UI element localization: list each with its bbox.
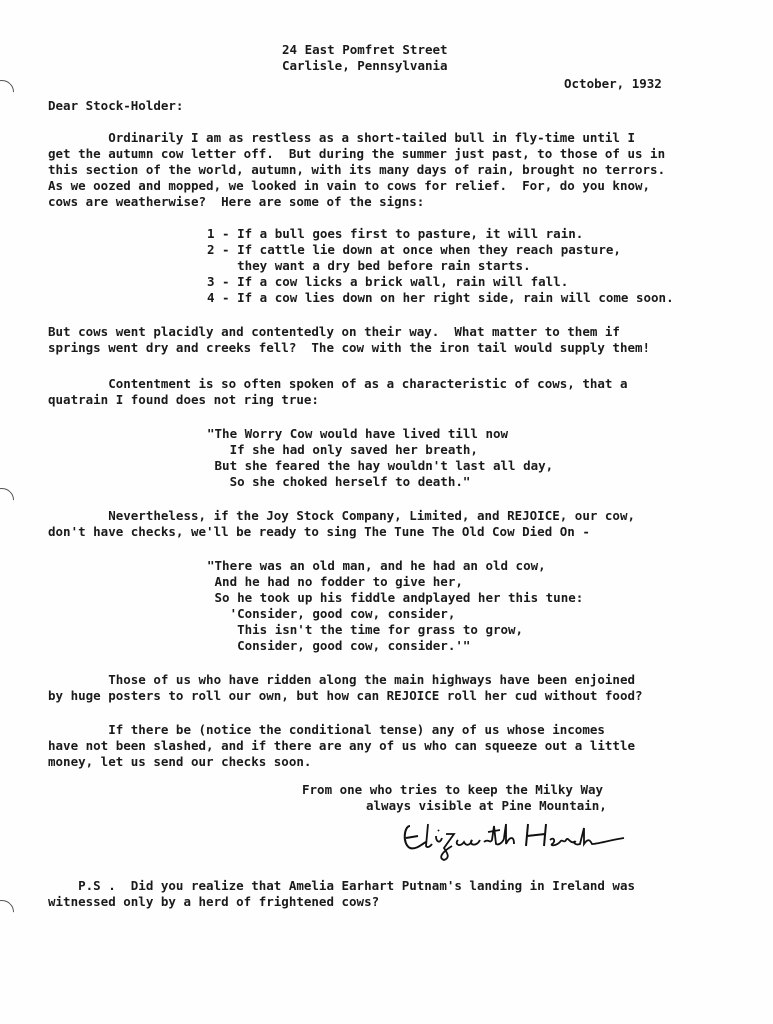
para5-line: Those of us who have ridden along the main highways have been enjoined (48, 672, 635, 687)
para3-line: Contentment is so often spoken of as a characteristic of cows, that a (48, 376, 628, 391)
quatrain-line: So she choked herself to death." (207, 474, 471, 489)
sign-item: 4 - If a cow lies down on her right side, rain will come soon. (207, 290, 674, 305)
signature (400, 814, 630, 864)
para6-line: If there be (notice the conditional tense) any of us whose incomes (48, 722, 605, 737)
para1-line: As we oozed and mopped, we looked in vain to cows for relief. For, do you know, (48, 178, 651, 193)
punch-hole-top (0, 75, 19, 109)
postscript-line: witnessed only by a herd of frightened cows? (48, 894, 380, 909)
para1-line: get the autumn cow letter off. But during the summer just past, to those of us in (48, 146, 666, 161)
quatrain-line: But she feared the hay wouldn't last all day, (207, 458, 554, 473)
song-line: This isn't the time for grass to grow, (207, 622, 524, 637)
para6-line: money, let us send our checks soon. (48, 754, 312, 769)
letter-date: October, 1932 (564, 76, 662, 91)
song-line: So he took up his fiddle andplayed her this tune: (207, 590, 584, 605)
punch-hole-middle (0, 483, 19, 517)
song-line: Consider, good cow, consider.'" (207, 638, 471, 653)
para2-line: springs went dry and creeks fell? The cow with the iron tail would supply them! (48, 340, 651, 355)
para1-line: cows are weatherwise? Here are some of the signs: (48, 194, 425, 209)
closing-line-2: always visible at Pine Mountain, (366, 798, 607, 813)
para1-line: this section of the world, autumn, with its many days of rain, brought no terrors. (48, 162, 666, 177)
address-line-1: 24 East Pomfret Street (282, 42, 448, 57)
salutation: Dear Stock-Holder: (48, 98, 184, 113)
para6-line: have not been slashed, and if there are any of us who can squeeze out a little (48, 738, 635, 753)
song-line: "There was an old man, and he had an old cow, (207, 558, 546, 573)
sign-item: 1 - If a bull goes first to pasture, it will rain. (207, 226, 584, 241)
para3-line: quatrain I found does not ring true: (48, 392, 319, 407)
sign-item: 3 - If a cow licks a brick wall, rain will fall. (207, 274, 569, 289)
sign-item: 2 - If cattle lie down at once when they reach pasture, (207, 242, 621, 257)
postscript-line: P.S . Did you realize that Amelia Earhart Putnam's landing in Ireland was (48, 878, 635, 893)
para5-line: by huge posters to roll our own, but how can REJOICE roll her cud without food? (48, 688, 643, 703)
para4-line: Nevertheless, if the Joy Stock Company, Limited, and REJOICE, our cow, (48, 508, 635, 523)
song-line: And he had no fodder to give her, (207, 574, 463, 589)
para2-line: But cows went placidly and contentedly on their way. What matter to them if (48, 324, 620, 339)
para1-line: Ordinarily I am as restless as a short-tailed bull in fly-time until I (48, 130, 635, 145)
quatrain-line: If she had only saved her breath, (207, 442, 478, 457)
song-line: 'Consider, good cow, consider, (207, 606, 456, 621)
sign-item: they want a dry bed before rain starts. (207, 258, 531, 273)
closing-line-1: From one who tries to keep the Milky Way (302, 782, 604, 797)
para4-line: don't have checks, we'll be ready to sing The Tune The Old Cow Died On - (48, 524, 590, 539)
address-line-2: Carlisle, Pennsylvania (282, 58, 448, 73)
punch-hole-bottom (0, 895, 19, 929)
quatrain-line: "The Worry Cow would have lived till now (207, 426, 509, 441)
